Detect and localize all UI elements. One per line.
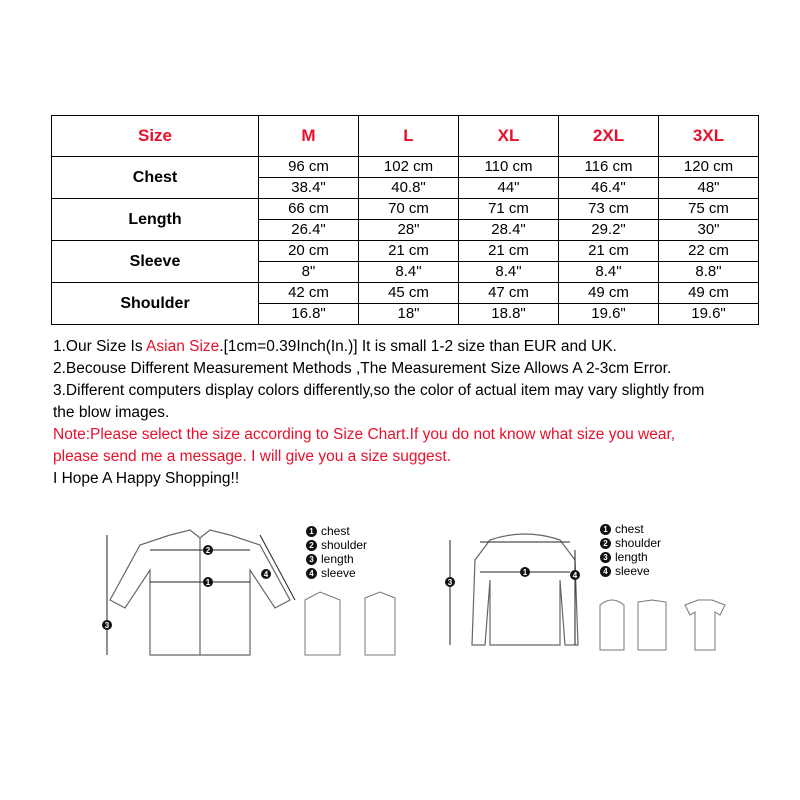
cell-inch: 30"	[659, 220, 759, 241]
svg-text:4: 4	[263, 570, 269, 579]
size-col-xl: XL	[459, 116, 559, 157]
cell-inch: 28.4"	[459, 220, 559, 241]
cell-cm: 49 cm	[559, 283, 659, 304]
cell-inch: 16.8"	[259, 304, 359, 325]
legend-left	[306, 524, 367, 580]
cell-cm: 70 cm	[359, 199, 459, 220]
cell-cm: 20 cm	[259, 241, 359, 262]
legend-item: 3 length	[600, 550, 661, 564]
size-chart-table	[51, 115, 759, 325]
svg-text:4: 4	[572, 571, 578, 580]
asian-size-highlight: Asian Size	[146, 338, 220, 355]
sweater-outline-icon	[472, 534, 578, 645]
closing-message: I Hope A Happy Shopping!!	[53, 470, 240, 487]
legend-right	[600, 522, 661, 578]
cell-cm: 71 cm	[459, 199, 559, 220]
note-3a: 3.Different computers display colors differently,so the color of actual item may vary slightly from	[53, 382, 705, 399]
cell-cm: 45 cm	[359, 283, 459, 304]
size-advice-b: please send me a message. I will give you a size suggest.	[53, 448, 452, 465]
size-col-l: L	[359, 116, 459, 157]
cell-cm: 22 cm	[659, 241, 759, 262]
note-1: 1.Our Size Is Asian Size.[1cm=0.39Inch(In.)] It is small 1-2 size than EUR and UK.	[53, 338, 617, 355]
cell-cm: 49 cm	[659, 283, 759, 304]
cell-cm: 73 cm	[559, 199, 659, 220]
cell-cm: 21 cm	[459, 241, 559, 262]
cell-cm: 66 cm	[259, 199, 359, 220]
cell-inch: 38.4"	[259, 178, 359, 199]
row-label-shoulder: Shoulder	[52, 283, 259, 325]
cell-cm: 47 cm	[459, 283, 559, 304]
cell-cm: 102 cm	[359, 157, 459, 178]
legend-item: 1 chest	[600, 522, 661, 536]
cell-cm: 75 cm	[659, 199, 759, 220]
svg-text:1: 1	[205, 578, 211, 587]
cell-inch: 26.4"	[259, 220, 359, 241]
cell-cm: 42 cm	[259, 283, 359, 304]
cardigan-thumbnail-icon	[638, 600, 666, 650]
cell-cm: 120 cm	[659, 157, 759, 178]
size-advice-a: Note:Please select the size according to Size Chart.If you do not know what size you wear,	[53, 426, 676, 443]
hoodie-thumbnail-icon	[600, 600, 624, 650]
cell-inch: 18.8"	[459, 304, 559, 325]
cell-inch: 48"	[659, 178, 759, 199]
legend-item: 4 sleeve	[306, 566, 367, 580]
note-3b: the blow images.	[53, 404, 170, 421]
cell-cm: 116 cm	[559, 157, 659, 178]
cell-inch: 8.4"	[359, 262, 459, 283]
cell-inch: 8.4"	[459, 262, 559, 283]
size-header-label: Size	[52, 116, 259, 157]
cell-inch: 28"	[359, 220, 459, 241]
cell-cm: 110 cm	[459, 157, 559, 178]
cell-inch: 8.4"	[559, 262, 659, 283]
jacket-thumbnail-icon	[305, 592, 340, 655]
svg-text:3: 3	[104, 621, 110, 630]
table-row	[52, 157, 759, 178]
row-label-chest: Chest	[52, 157, 259, 199]
table-row	[52, 283, 759, 304]
blazer-thumbnail-icon	[365, 592, 395, 655]
cell-cm: 21 cm	[359, 241, 459, 262]
cell-inch: 19.6"	[659, 304, 759, 325]
sweater-measurement-diagram	[440, 520, 740, 670]
legend-item: 3 length	[306, 552, 367, 566]
cell-inch: 44"	[459, 178, 559, 199]
size-col-2xl: 2XL	[559, 116, 659, 157]
size-header-row	[52, 116, 759, 157]
legend-item: 1 chest	[306, 524, 367, 538]
svg-text:1: 1	[522, 568, 528, 577]
cell-inch: 19.6"	[559, 304, 659, 325]
size-col-3xl: 3XL	[659, 116, 759, 157]
size-notes	[53, 336, 773, 490]
cell-inch: 8.8"	[659, 262, 759, 283]
cell-inch: 8"	[259, 262, 359, 283]
cell-inch: 29.2"	[559, 220, 659, 241]
svg-text:2: 2	[205, 546, 211, 555]
tshirt-thumbnail-icon	[685, 600, 725, 650]
note-2: 2.Becouse Different Measurement Methods ,The Measurement Size Allows A 2-3cm Error.	[53, 360, 672, 377]
legend-item: 4 sleeve	[600, 564, 661, 578]
cell-inch: 46.4"	[559, 178, 659, 199]
cell-cm: 21 cm	[559, 241, 659, 262]
cell-inch: 40.8"	[359, 178, 459, 199]
row-label-length: Length	[52, 199, 259, 241]
cell-cm: 96 cm	[259, 157, 359, 178]
table-row	[52, 241, 759, 262]
svg-text:3: 3	[447, 578, 453, 587]
table-row	[52, 199, 759, 220]
size-col-m: M	[259, 116, 359, 157]
legend-item: 2 shoulder	[600, 536, 661, 550]
cell-inch: 18"	[359, 304, 459, 325]
legend-item: 2 shoulder	[306, 538, 367, 552]
row-label-sleeve: Sleeve	[52, 241, 259, 283]
